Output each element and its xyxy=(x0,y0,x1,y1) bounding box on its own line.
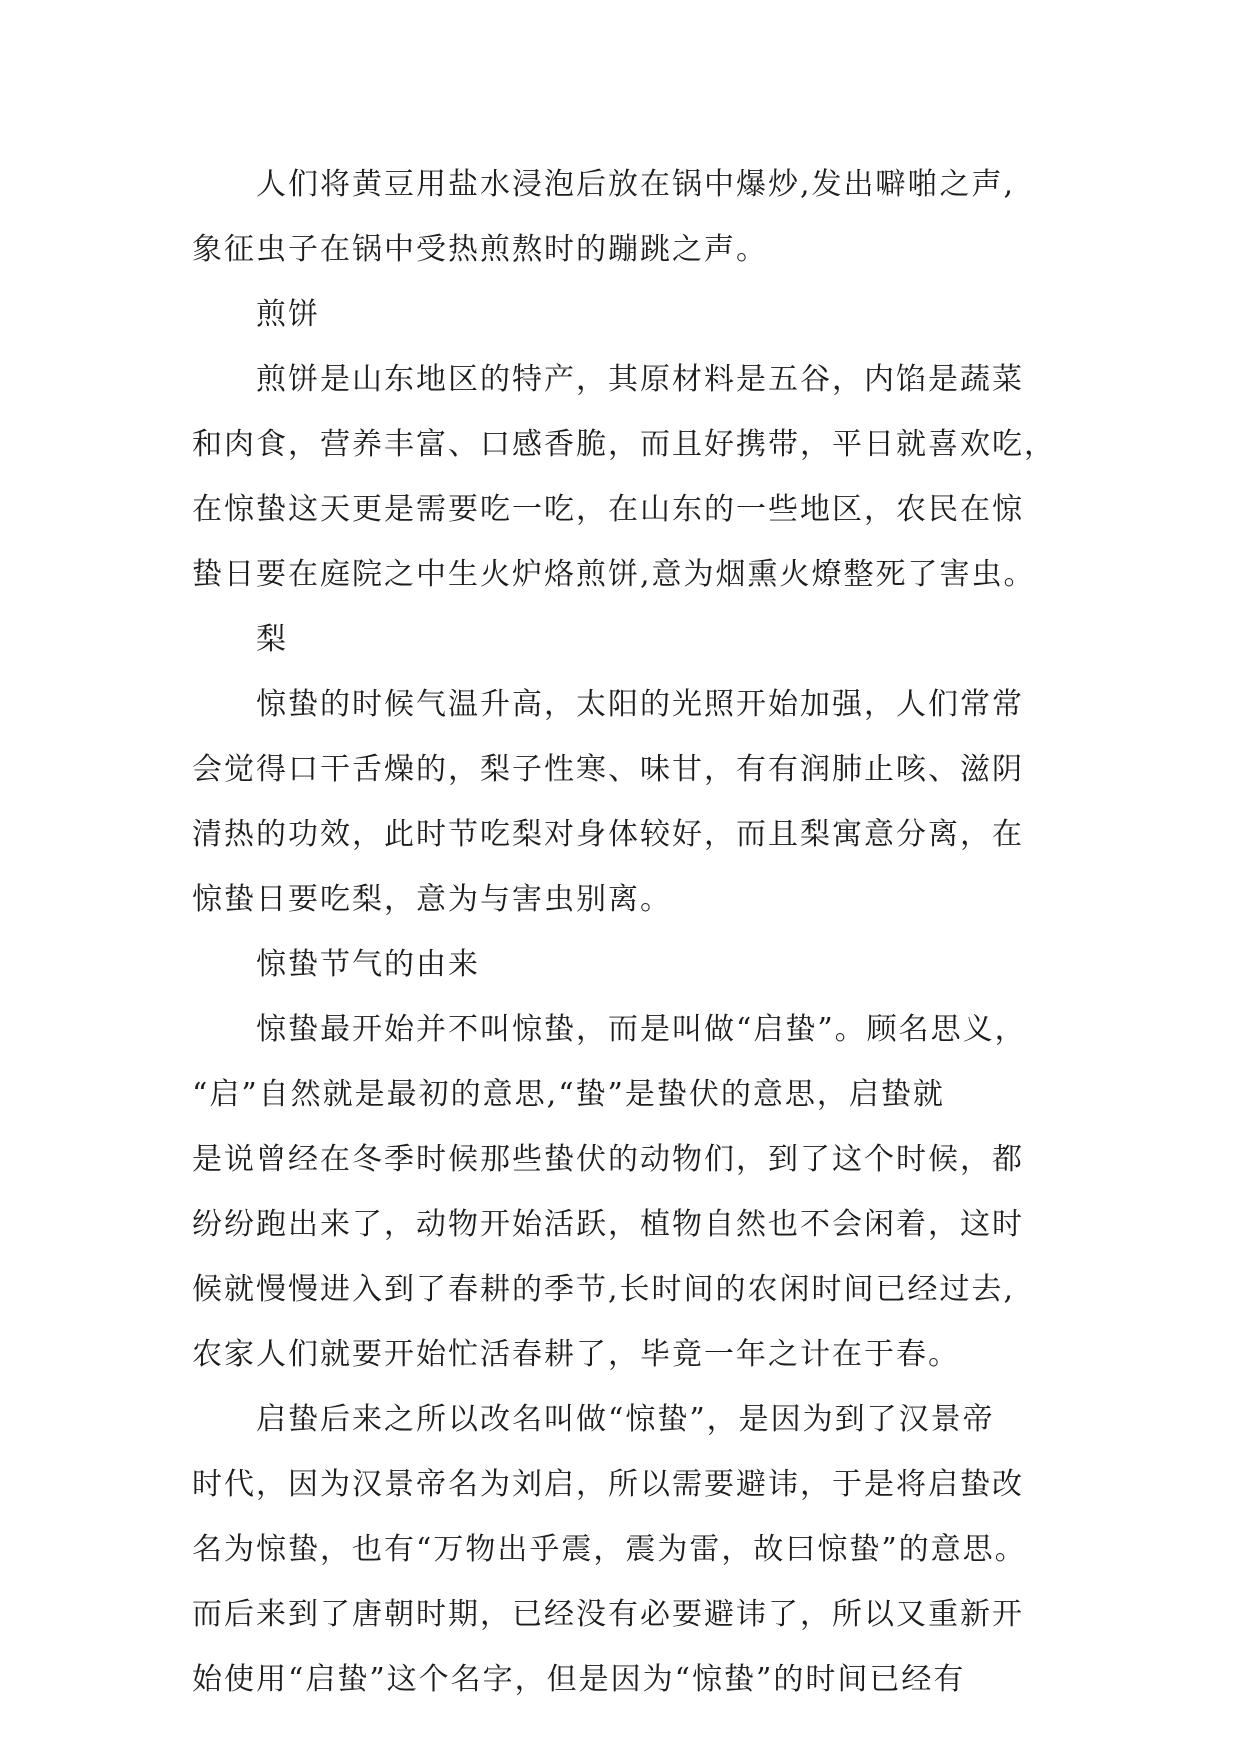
paragraph-line: 是说曾经在冬季时候那些蛰伏的动物们，到了这个时候，都 xyxy=(192,1142,1024,1177)
document-body xyxy=(192,152,1072,1712)
paragraph-line: 蛰日要在庭院之中生火炉烙煎饼,意为烟熏火燎整死了害虫。 xyxy=(192,557,1036,592)
paragraph-line: 始使用“启蛰”这个名字，但是因为“惊蛰”的时间已经有 xyxy=(192,1662,966,1697)
paragraph-line: “启”自然就是最初的意思,“蛰”是蛰伏的意思，启蛰就 xyxy=(192,1077,945,1112)
section-heading: 惊蛰节气的由来 xyxy=(256,947,480,982)
paragraph-line: 惊蛰最开始并不叫惊蛰，而是叫做“启蛰”。顾名思义， xyxy=(256,1012,1027,1047)
paragraph-line: 象征虫子在锅中受热煎熬时的蹦跳之声。 xyxy=(192,232,768,267)
section-heading: 煎饼 xyxy=(256,297,320,332)
paragraph-line: 和肉食，营养丰富、口感香脆，而且好携带，平日就喜欢吃， xyxy=(192,427,1056,462)
paragraph-line: 启蛰后来之所以改名叫做“惊蛰”，是因为到了汉景帝 xyxy=(256,1402,995,1437)
paragraph-line: 惊蛰日要吃梨，意为与害虫别离。 xyxy=(192,882,672,917)
paragraph-line: 会觉得口干舌燥的，梨子性寒、味甘，有有润肺止咳、滋阴 xyxy=(192,752,1024,787)
paragraph-line: 纷纷跑出来了，动物开始活跃，植物自然也不会闲着，这时 xyxy=(192,1207,1024,1242)
paragraph-line: 惊蛰的时候气温升高，太阳的光照开始加强，人们常常 xyxy=(256,687,1024,722)
paragraph-line: 候就慢慢进入到了春耕的季节,长时间的农闲时间已经过去, xyxy=(192,1272,1016,1307)
section-heading: 梨 xyxy=(256,622,288,657)
paragraph-line: 清热的功效，此时节吃梨对身体较好，而且梨寓意分离，在 xyxy=(192,817,1024,852)
paragraph-line: 煎饼是山东地区的特产，其原材料是五谷，内馅是蔬菜 xyxy=(256,362,1024,397)
paragraph-line: 名为惊蛰，也有“万物出乎震，震为雷，故曰惊蛰”的意思。 xyxy=(192,1532,1027,1567)
paragraph-line: 农家人们就要开始忙活春耕了，毕竟一年之计在于春。 xyxy=(192,1337,960,1372)
paragraph-line: 时代，因为汉景帝名为刘启，所以需要避讳，于是将启蛰改 xyxy=(192,1467,1024,1502)
paragraph-line: 在惊蛰这天更是需要吃一吃，在山东的一些地区，农民在惊 xyxy=(192,492,1024,527)
paragraph-line: 而后来到了唐朝时期，已经没有必要避讳了，所以又重新开 xyxy=(192,1597,1024,1632)
paragraph-line: 人们将黄豆用盐水浸泡后放在锅中爆炒,发出噼啪之声, xyxy=(256,167,1016,202)
